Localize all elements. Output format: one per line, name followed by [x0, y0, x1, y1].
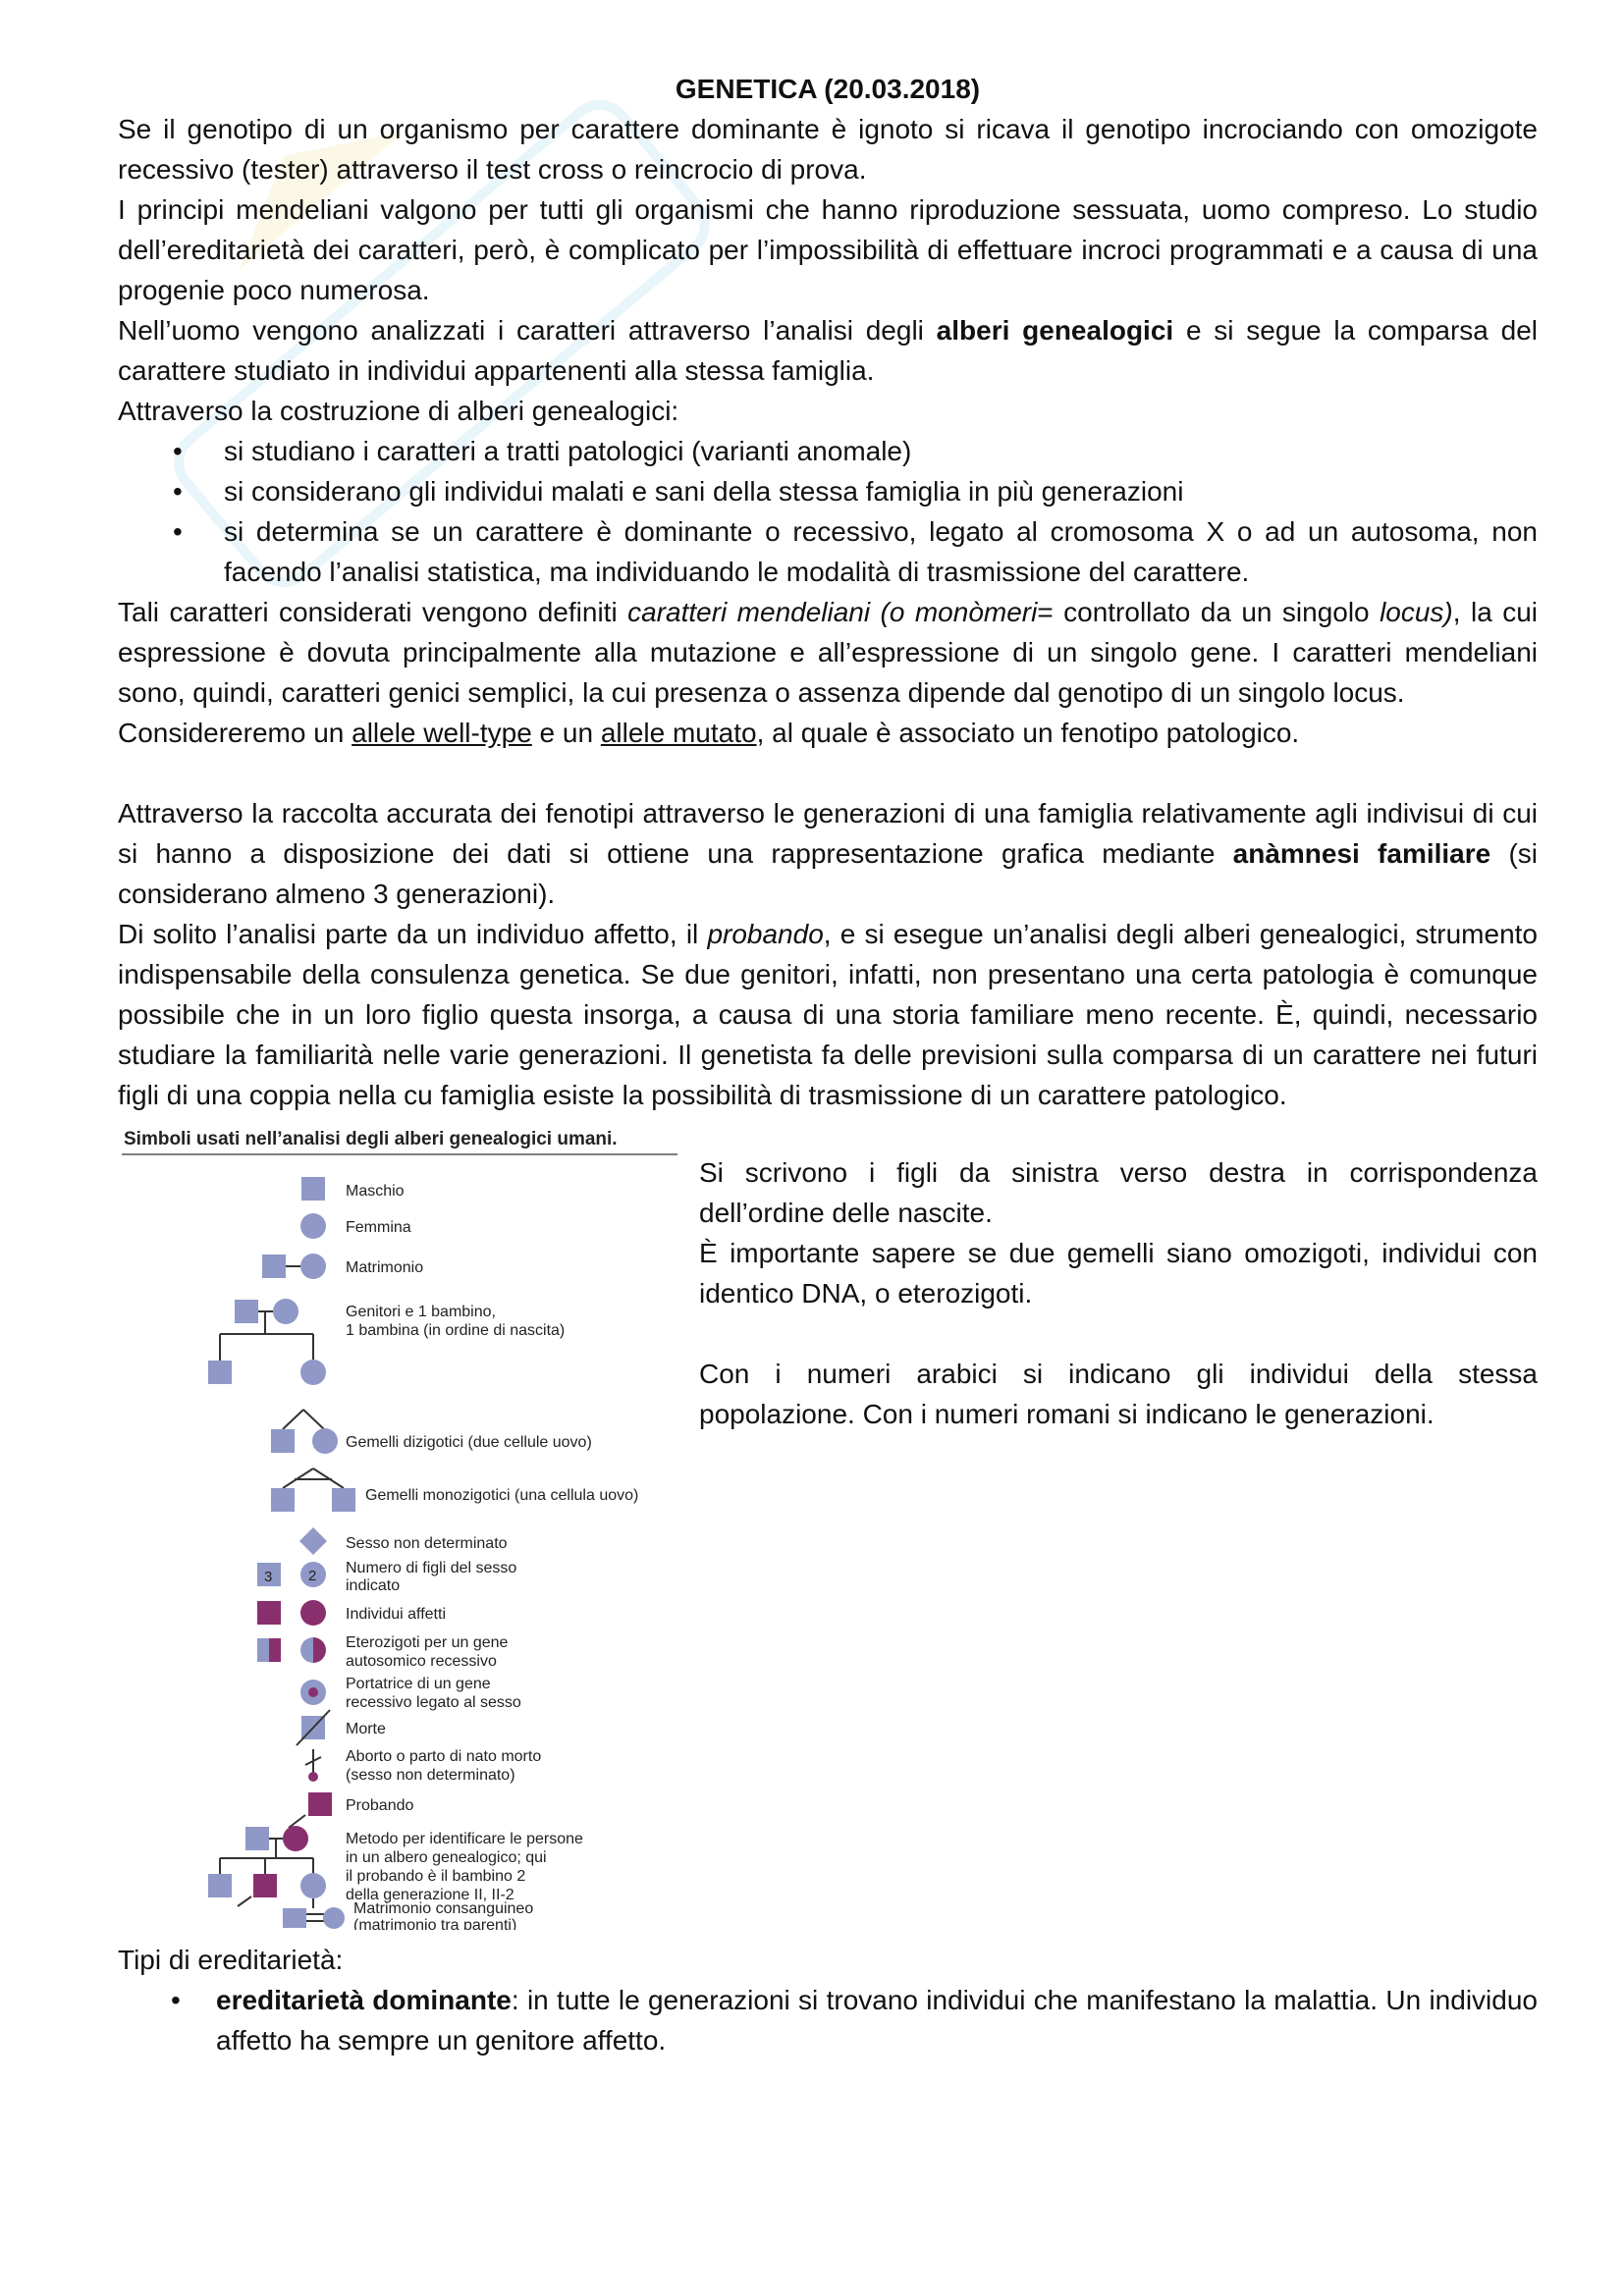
bold-alberi-genealogici: alberi genealogici [936, 315, 1174, 346]
female-symbol [300, 1213, 326, 1239]
label-probando: Probando [346, 1797, 414, 1814]
paragraph-alberi-genealogici: Nell’uomo vengono analizzati i caratteri attraverso l’analisi degli alberi genealogici e si segue la comparsa del carattere studiato in individui appartenenti alla stessa famiglia. [118, 315, 1538, 386]
pedigree-symbols-figure [118, 1125, 687, 1930]
list-item: • si determina se un carattere è dominante o recessivo, legato al cromosoma X o ad un autosoma, non facendo l’analisi statistica, ma individuando le modalità di trasmissione del carattere. [118, 511, 1538, 592]
label-matrimonio: Matrimonio [346, 1259, 424, 1276]
side-paragraph-ordine-nascite: Si scrivono i figli da sinistra verso destra in corrispondenza dell’ordine delle nascite. [699, 1157, 1538, 1228]
affected-female-symbol [300, 1600, 326, 1626]
paragraph-alleli: Considereremo un allele well-type e un allele mutato, al quale è associato un fenotipo patologico. [118, 718, 1300, 748]
label-maschio: Maschio [346, 1183, 405, 1200]
italic-caratteri-mendeliani: caratteri mendeliani (o monòmeri [627, 597, 1038, 627]
label-metodo-1: Metodo per identificare le persone [346, 1831, 583, 1847]
side-paragraph-numeri: Con i numeri arabici si indicano gli individui della stessa popolazione. Con i numeri romani si indicano le generazioni. [699, 1359, 1538, 1429]
label-aborto-1: Aborto o parto di nato morto [346, 1748, 542, 1765]
tipi-heading: Tipi di ereditarietà: [118, 1945, 344, 1975]
italic-probando: probando [707, 919, 824, 949]
document-page [118, 69, 1538, 2060]
underline-allele-well-type: allele well-type [352, 718, 532, 748]
label-morte: Morte [346, 1721, 386, 1737]
label-consanguineo-1: Matrimonio consanguineo [353, 1900, 534, 1917]
paragraph-test-cross: Se il genotipo di un organismo per carattere dominante è ignoto si ricava il genotipo incrociando con omozigote recessivo (tester) attraverso il test cross o reincrocio di prova. [118, 114, 1538, 185]
list-tipi-ereditarieta [118, 1980, 1538, 2060]
label-metodo-2: in un albero genealogico; qui [346, 1849, 547, 1866]
page-title: GENETICA (20.03.2018) [675, 74, 981, 104]
figure-row [118, 1115, 1538, 1940]
label-dizigotici: Gemelli dizigotici (due cellule uovo) [346, 1434, 592, 1451]
paragraph-costruzione: Attraverso la costruzione di alberi genealogici: [118, 396, 679, 426]
list-item: • si studiano i caratteri a tratti patologici (varianti anomale) [118, 431, 1538, 471]
label-consanguineo-2: (matrimonio tra parenti) [353, 1917, 517, 1930]
list-costruzione [118, 431, 1538, 592]
marriage-male-symbol [262, 1255, 286, 1278]
affected-male-symbol [257, 1601, 281, 1625]
list-item: • ereditarietà dominante: in tutte le generazioni si trovano individui che manifestano la malattia. Un individuo affetto ha sempre un genitore affetto. [118, 1980, 1538, 2060]
label-monozigotici: Gemelli monozigotici (una cellula uovo) [365, 1487, 639, 1504]
label-metodo-3: il probando è il bambino 2 [346, 1868, 526, 1885]
figure-title: Simboli usati nell’analisi degli alberi genealogici umani. [124, 1129, 618, 1149]
label-sesso: Sesso non determinato [346, 1535, 508, 1552]
label-femmina: Femmina [346, 1219, 411, 1236]
paragraph-caratteri-mendeliani: Tali caratteri considerati vengono definiti caratteri mendeliani (o monòmeri= controllato da un singolo locus), la cui espressione è dovuta principalmente alla mutazione e all’espressione di un singolo gene. I caratteri mendeliani sono, quindi, caratteri genici semplici, la cui presenza o assenza dipende dal genotipo di un singolo locus. [118, 597, 1538, 708]
label-genitori-2: 1 bambina (in ordine di nascita) [346, 1322, 566, 1339]
number-2: 2 [308, 1568, 317, 1584]
bold-anamnesi-familiare: anàmnesi familiare [1232, 838, 1491, 869]
paragraph-principi-mendeliani: I principi mendeliani valgono per tutti gli organismi che hanno riproduzione sessuata, uomo compreso. Lo studio dell’ereditarietà dei caratteri, però, è complicato per l’impossibilità di effettuare incroci programmati e a causa di una progenie poco numerosa. [118, 194, 1538, 305]
label-numero-2: indicato [346, 1577, 401, 1594]
side-notes [699, 1152, 1538, 1434]
label-eterozigoti-1: Eterozigoti per un gene [346, 1634, 509, 1651]
number-3: 3 [264, 1569, 273, 1585]
pedigree-symbols-svg [118, 1125, 687, 1930]
paragraph-probando: Di solito l’analisi parte da un individuo affetto, il probando, e si esegue un’analisi degli alberi genealogici, strumento indispensabile della consulenza genetica. Se due genitori, infatti, non presentano una certa patologia è comunque possibile che in un loro figlio questa insorga, a causa di una storia familiare meno recente. È, quindi, necessario studiare la familiarità nelle varie generazioni. Il genetista fa delle previsioni sulla comparsa di un carattere nei futuri figli di una coppia nella cu famiglia esiste la possibilità di trasmissione di un carattere patologico. [118, 919, 1538, 1110]
undetermined-sex-symbol [299, 1527, 327, 1555]
label-affetti: Individui affetti [346, 1606, 446, 1623]
italic-locus: locus) [1380, 597, 1453, 627]
bold-ereditarieta-dominante: ereditarietà dominante [216, 1985, 512, 2015]
marriage-female-symbol [300, 1254, 326, 1279]
label-eterozigoti-2: autosomico recessivo [346, 1653, 497, 1670]
label-metodo-4: della generazione II, II-2 [346, 1887, 514, 1903]
label-genitori-1: Genitori e 1 bambino, [346, 1304, 496, 1320]
side-paragraph-gemelli: È importante sapere se due gemelli siano omozigoti, individui con identico DNA, o eterozigoti. [699, 1238, 1538, 1308]
underline-allele-mutato: allele mutato [600, 718, 757, 748]
paragraph-anamnesi: Attraverso la raccolta accurata dei fenotipi attraverso le generazioni di una famiglia relativamente agli indivisui di cui si hanno a disposizione dei dati si ottiene una rappresentazione grafica mediante anàmnesi familiare (si considerano almeno 3 generazioni). [118, 798, 1538, 909]
label-portatrice-2: recessivo legato al sesso [346, 1694, 521, 1711]
proband-symbol [308, 1792, 332, 1816]
list-item: • si considerano gli individui malati e sani della stessa famiglia in più generazioni [118, 471, 1538, 511]
label-numero-1: Numero di figli del sesso [346, 1560, 517, 1576]
male-symbol [301, 1177, 325, 1201]
label-portatrice-1: Portatrice di un gene [346, 1676, 491, 1692]
label-aborto-2: (sesso non determinato) [346, 1767, 515, 1784]
